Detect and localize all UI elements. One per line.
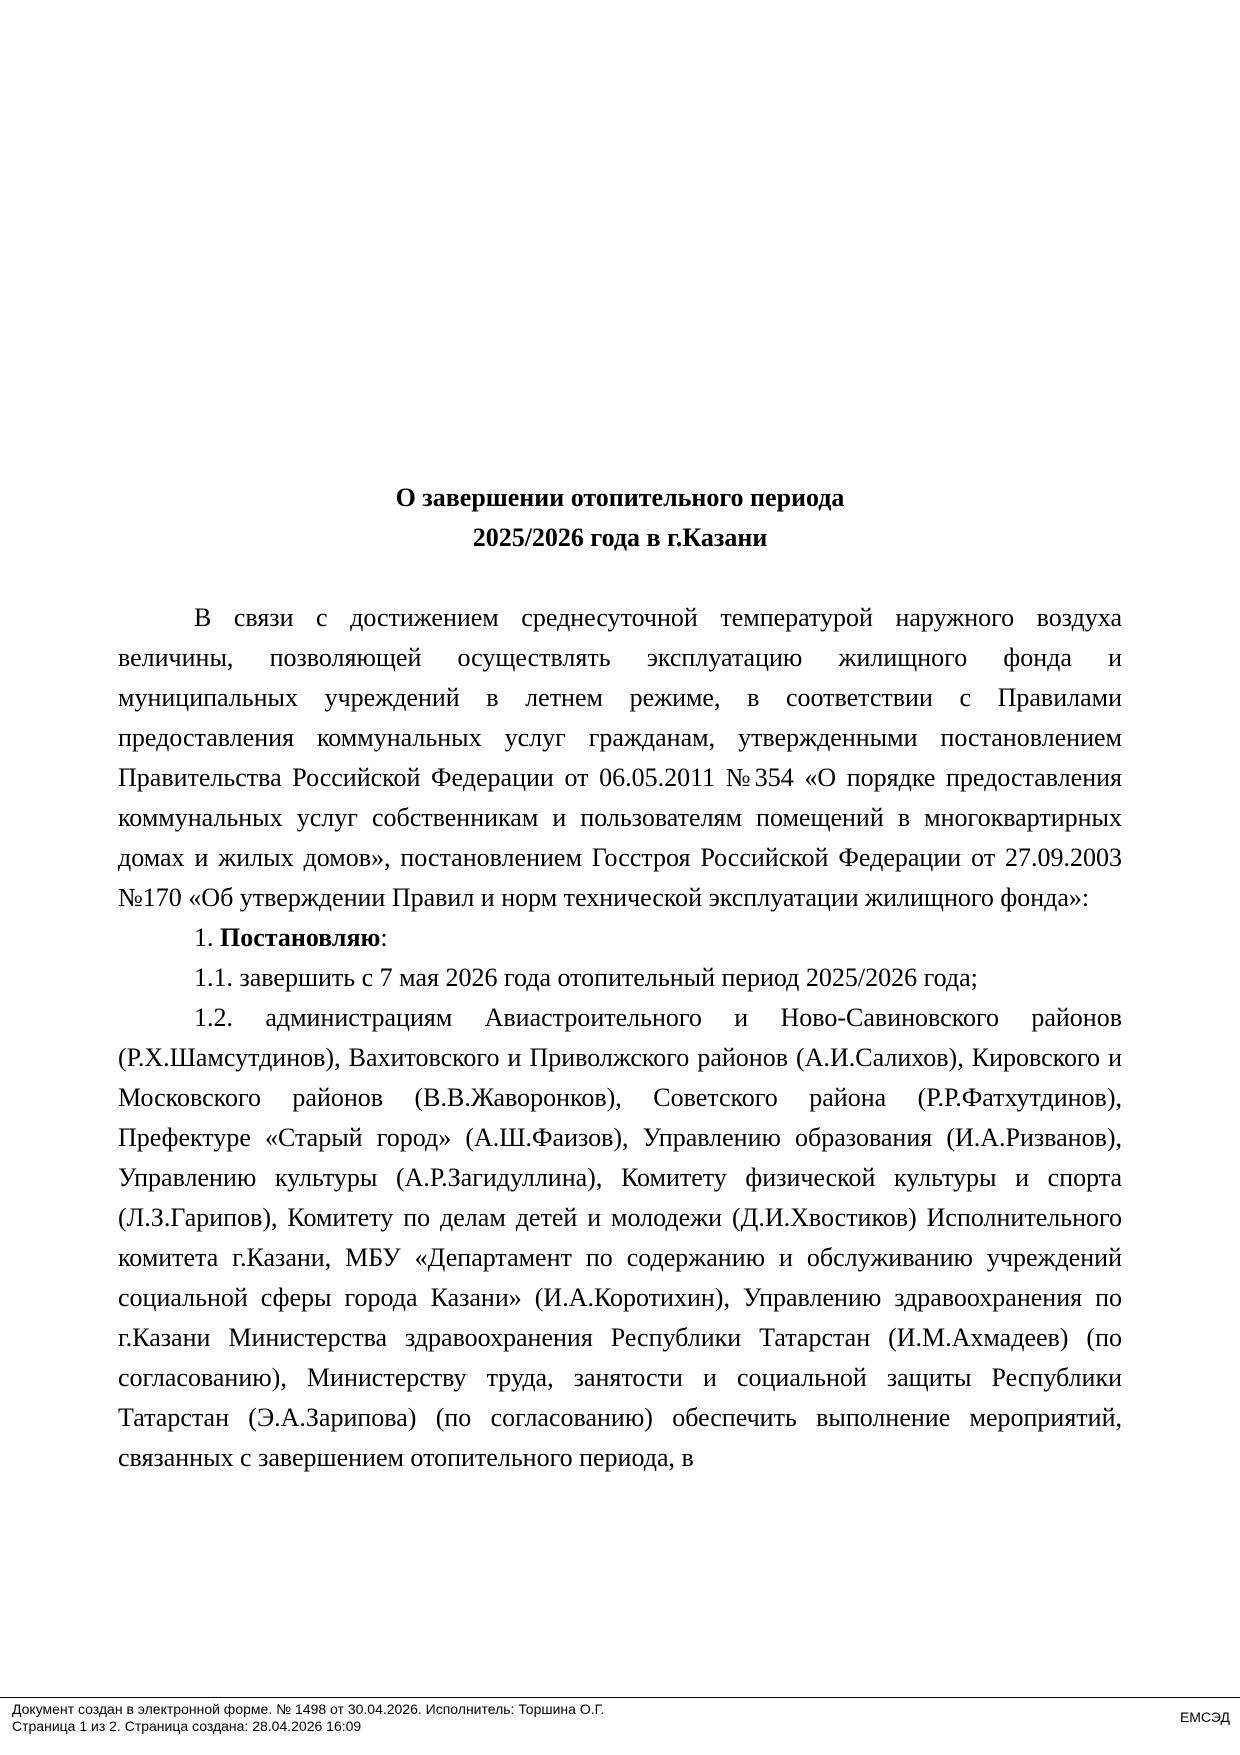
item-1-suffix: : (380, 923, 388, 952)
item-1-label: Постановляю (220, 923, 381, 952)
document-body (118, 598, 1122, 1478)
title-line-2: 2025/2026 года в г.Казани (472, 523, 768, 552)
footer-line-1: Документ создан в электронной форме. № 1498 от 30.04.2026. Исполнитель: Торшина О.Г. (12, 1701, 605, 1717)
item-1-number: 1. (194, 923, 214, 952)
item-1-paragraph (118, 918, 1122, 958)
footer-line-2: Страница 1 из 2. Страница создана: 28.04.2026 16:09 (12, 1718, 362, 1734)
item-1-2-paragraph: 1.2. администрациям Авиастроительного и Ново-Савиновского районов (Р.Х.Шамсутдинов), Вахитовского и Приволжского районов (А.И.Салихов), Кировского и Московского районов (В.В.Жаворонков), Советского района (Р.Р.Фатхутдинов), Префектуре «Старый город» (А.Ш.Фаизов), Управлению образования (И.А.Ризванов), Управлению культуры (А.Р.Загидуллина), Комитету физической культуры и спорта (Л.З.Гарипов), Комитету по делам детей и молодежи (Д.И.Хвостиков) Исполнительного комитета г.Казани, МБУ «Департамент по содержанию и обслуживанию учреждений социальной сферы города Казани» (И.А.Коротихин), Управлению здравоохранения по г.Казани Министерства здравоохранения Республики Татарстан (И.М.Ахмадеев) (по согласованию), Министерству труда, занятости и социальной защиты Республики Татарстан (Э.А.Зарипова) (по согласованию) обеспечить выполнение мероприятий, связанных с завершением отопительного периода, в (118, 1003, 1122, 1472)
footer-info (12, 1701, 604, 1735)
footer-system-label: ЕМСЭД (1179, 1709, 1230, 1725)
document-title (0, 478, 1240, 558)
title-line-1: О завершении отопительного периода (395, 483, 845, 512)
item-1-1-paragraph: 1.1. завершить с 7 мая 2026 года отопительный период 2025/2026 года; (194, 963, 978, 992)
footer-divider (0, 1697, 1240, 1698)
intro-paragraph: В связи с достижением среднесуточной температурой наружного воздуха величины, позволяющей осуществлять эксплуатацию жилищного фонда и муниципальных учреждений в летнем режиме, в соответствии с Правилами предоставления коммунальных услуг гражданам, утвержденными постановлением Правительства Российской Федерации от 06.05.2011 №354 «О порядке предоставления коммунальных услуг собственникам и пользователям помещений в многоквартирных домах и жилых домов», постановлением Госстроя Российской Федерации от 27.09.2003 №170 «Об утверждении Правил и норм технической эксплуатации жилищного фонда»: (118, 603, 1122, 912)
